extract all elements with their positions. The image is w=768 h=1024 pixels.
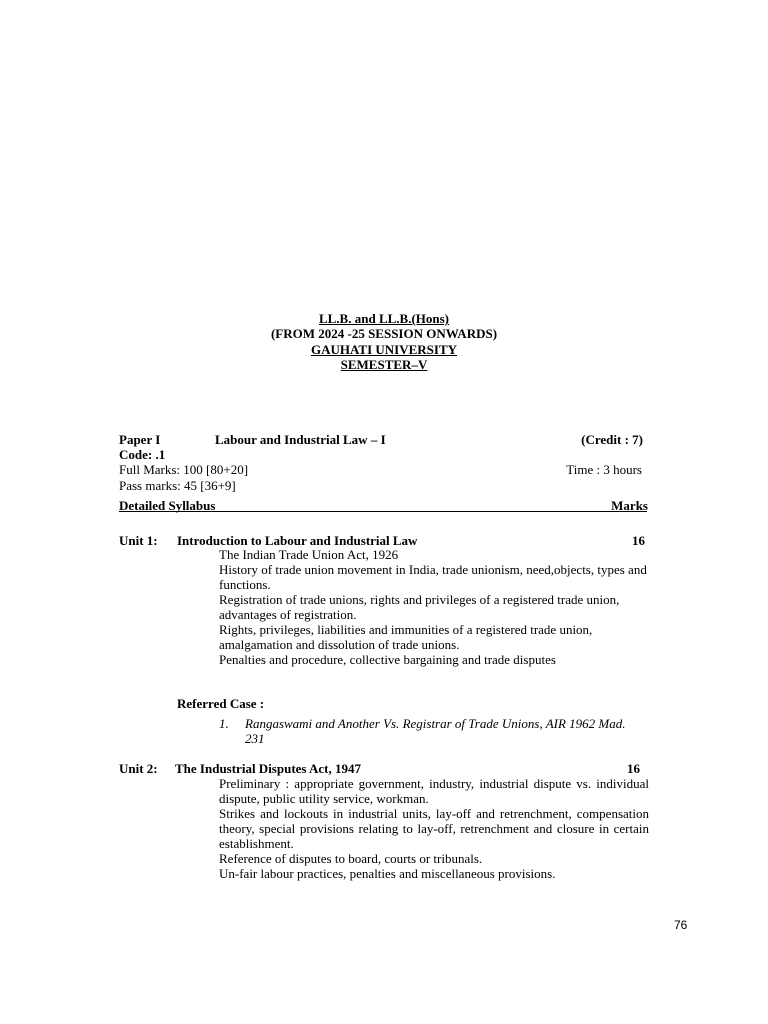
exam-time: Time : 3 hours	[566, 462, 642, 477]
header-session: (FROM 2024 -25 SESSION ONWARDS)	[270, 326, 498, 341]
header-university: GAUHATI UNIVERSITY	[310, 342, 458, 357]
referred-case-heading: Referred Case :	[177, 696, 265, 711]
header-program: LL.B. and LL.B.(Hons)	[318, 311, 450, 326]
paper-code: Code: .1	[119, 447, 166, 462]
syllabus-heading: Detailed Syllabus	[119, 498, 216, 513]
unit2-item: Reference of disputes to board, courts or tribunals.	[219, 851, 483, 866]
unit1-item: History of trade union movement in India, trade unionism, need,objects, types and functions.	[219, 562, 647, 592]
unit1-title: Introduction to Labour and Industrial Law	[177, 533, 418, 548]
header-semester: SEMESTER–V	[340, 357, 428, 372]
referred-case-number: 1.	[219, 716, 229, 731]
unit2-item: Un-fair labour practices, penalties and miscellaneous provisions.	[219, 866, 556, 881]
paper-title: Labour and Industrial Law – I	[215, 432, 386, 447]
unit1-item: Penalties and procedure, collective bargaining and trade disputes	[219, 652, 556, 667]
unit1-marks: 16	[632, 533, 645, 548]
unit2-label: Unit 2:	[119, 761, 158, 776]
unit2-content	[219, 776, 649, 881]
unit1-label: Unit 1:	[119, 533, 158, 548]
marks-heading: Marks	[611, 498, 648, 513]
unit1-item: Registration of trade unions, rights and privileges of a registered trade union, advantages of registration.	[219, 592, 620, 622]
syllabus-divider	[119, 511, 647, 512]
unit2-marks: 16	[627, 761, 640, 776]
unit1-content	[219, 547, 649, 667]
full-marks: Full Marks: 100 [80+20]	[119, 462, 249, 477]
page-number: 76	[674, 918, 688, 932]
unit1-item: The Indian Trade Union Act, 1926	[219, 547, 399, 562]
unit2-item: Preliminary : appropriate government, industry, industrial dispute vs. individual dispute, public utility service, workman.	[219, 776, 649, 806]
paper-credit: (Credit : 7)	[581, 432, 643, 447]
unit2-item: Strikes and lockouts in industrial units, lay-off and retrenchment, compensation theory, special provisions relating to lay-off, retrenchment and closure in certain establishment.	[219, 806, 649, 851]
pass-marks: Pass marks: 45 [36+9]	[119, 478, 236, 493]
unit2-title: The Industrial Disputes Act, 1947	[175, 761, 361, 776]
paper-label: Paper I	[119, 432, 161, 447]
unit1-item: Rights, privileges, liabilities and immunities of a registered trade union, amalgamation and dissolution of trade unions.	[219, 622, 593, 652]
referred-case-text: Rangaswami and Another Vs. Registrar of Trade Unions, AIR 1962 Mad. 231	[245, 716, 626, 746]
